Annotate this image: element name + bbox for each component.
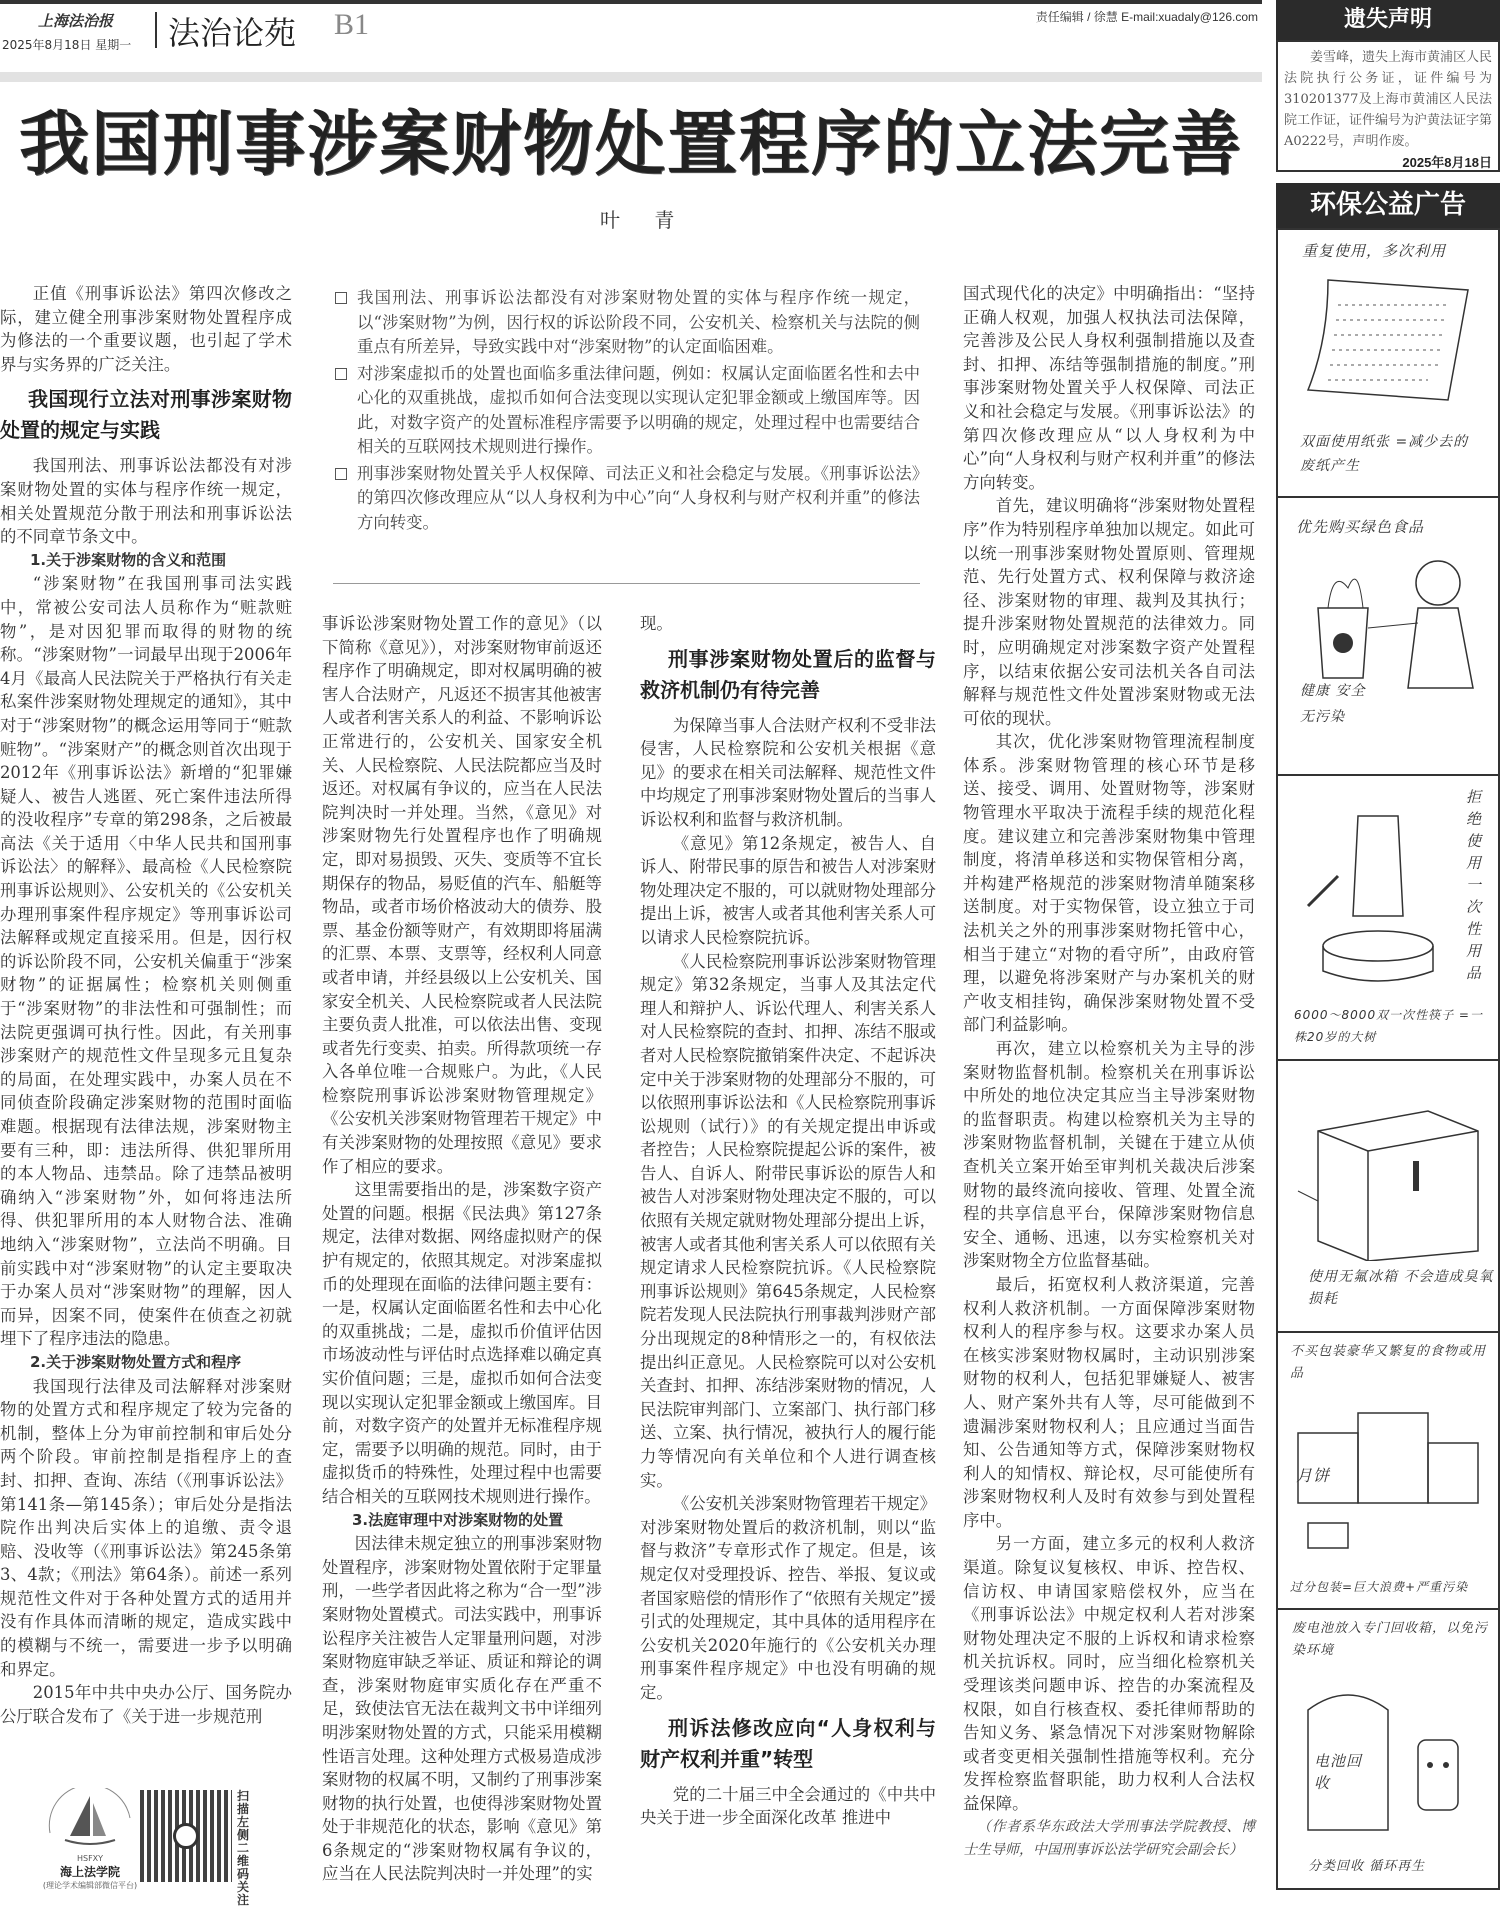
ad-panel-green-food xyxy=(1278,498,1498,776)
logo-subtitle: (理论学术编辑部微信平台) xyxy=(42,1881,138,1890)
paragraph: 我国刑法、刑事诉讼法都没有对涉案财物处置的实体与程序作统一规定，相关处置规范分散于刑法和刑事诉讼法的不同章节条文中。 xyxy=(0,456,292,547)
ad-caption: 6000～8000双一次性筷子 =一株20岁的大树 xyxy=(1294,1008,1483,1044)
paragraph: 为保障当事人合法财产权利不受非法侵害，人民检察院和公安机关根据《意见》的要求在相关司法解释、规范性文件中均规定了刑事涉案财物处置后的当事人诉讼权利和监督与救济机制。 xyxy=(640,715,936,829)
author-credit: （作者系华东政法大学刑事法学院教授、博士生导师，中国刑事诉讼法学研究会副会长） xyxy=(963,1818,1255,1859)
ad-caption: 废电池放入专门回收箱，以免污染环境 xyxy=(1292,1621,1489,1658)
paper-sheet-icon xyxy=(1298,270,1478,420)
section-name: 法治论苑 xyxy=(168,14,297,52)
editor-info: 责任编辑 / 徐慧 E-mail:xuadaly@126.com xyxy=(1035,10,1258,24)
paragraph: 《公安机关涉案财物管理若干规定》对涉案财物处置后的救济机制，则以“监督与救济”专章形式作了规定。但是，该规定仅对受理投诉、控告、举报、复议或者国家赔偿的情形作了“依照有关规定”援引式的处理规定，其中具体的适用程序在公安机关2020年施行的《公安机关办理刑事案件程序规定》中也没有明确的规定。 xyxy=(640,1494,936,1702)
ad-caption: 分类回收 循环再生 xyxy=(1308,1859,1426,1874)
ad-caption: 重复使用，多次利用 xyxy=(1302,242,1447,260)
paragraph: 事诉讼涉案财物处置工作的意见》（以下简称《意见》），对涉案财物审前返还程序作了明确规定，即对权属明确的被害人合法财产，凡返还不损害其他被害人或者利害关系人的利益、不影响诉讼正常进行的，公安机关、国家安全机关、人民检察院、人民法院都应当及时返还。对权属有争议的，应当在人民法院判决时一并处理。当然，《意见》对涉案财物先行处置程序也作了明确规定，即对易损毁、灭失、变质等不宜长期保存的物品，易贬值的汽车、船艇等物品，或者市场价格波动大的债券、股票、基金份额等财产，有效期即将届满的汇票、本票、支票等，经权利人同意或者申请，并经县级以上公安机关、国家安全机关、人民检察院或者人民法院主要负责人批准，可以依法出售、变现或者先行变卖、拍卖。所得款项统一存入各单位唯一合规账户。为此，《人民检察院刑事诉讼涉案财物管理规定》《公安机关涉案财物管理若干规定》中有关涉案财物的处理按照《意见》要求作了相应的要求。 xyxy=(322,614,602,1176)
summary-item xyxy=(333,462,920,536)
sail-logo-icon xyxy=(40,1788,140,1850)
paragraph: “涉案财物”在我国刑事司法实践中，常被公安司法人员称作为“赃款赃物”，是对因犯罪而取得的财物的统称。“涉案财物”一词最早出现于2006年4月《最高人民法院关于严格执行有关走私案件涉案财物处理规定的通知》，其中对于“涉案财物”的概念运用等同于“赃款赃物”。“涉案财产”的概念则首次出现于2012年《刑事诉讼法》新增的“犯罪嫌疑人、被告人逃匿、死亡案件违法所得的没收程序”专章的第298条，之后被最高法《关于适用〈中华人民共和国刑事诉讼法〉的解释》、最高检《人民检察院刑事诉讼规则》、公安机关的《公安机关办理刑事案件程序规定》等刑事诉讼司法解释或规定直接采用。但是，因行权的诉讼阶段不同，公安机关偏重于“涉案财物”的证据属性；检察机关则侧重于“涉案财物”的非法性和可强制性；而法院更强调可执行性。因此，有关刑事涉案财产的规范性文件呈现多元且复杂的局面，在处理实践中，办案人员在不同侦查阶段确定涉案财物的范围时面临难题。根据现有法律法规，涉案财物主要有三种，即：违法所得、供犯罪所用的本人物品、违禁品。除了违禁品被明确纳入“涉案财物”外，如何将违法所得、供犯罪所用的本人财物合法、准确地纳入“涉案财物”，立法尚不明确。目前实践中对“涉案财物”的认定主要取决于办案人员对“涉案财物”的理解，因人而异，因案不同，使案件在侦查之初就埋下了程序违法的隐患。 xyxy=(0,574,292,1349)
paragraph: 国式现代化的决定》中明确指出：“坚持正确人权观，加强人权执法司法保障，完善涉及公民人身权利强制措施以及查封、扣押、冻结等强制措施的制度。”刑事涉案财物处置关乎人权保障、司法正义和社会稳定与发展。《刑事诉讼法》的第四次修改理应从“以人身权利为中心”向“人身权利与财产权利并重”的修法方向转变。 xyxy=(963,284,1255,492)
top-rule xyxy=(0,0,1262,4)
summary-box xyxy=(333,286,920,537)
subheading: 3.法庭审理中对涉案财物的处置 xyxy=(352,1510,564,1529)
summary-text: 我国刑法、刑事诉讼法都没有对涉案财物处置的实体与程序作统一规定，以“涉案财物”为例，因行权的诉讼阶段不同，公安机关、检察机关与法院的侧重点有所差异，导致实践中对“涉案财物”的认定面临困难。 xyxy=(357,288,920,356)
column-4 xyxy=(963,282,1255,1863)
ad-caption: 健康 安全 无污染 xyxy=(1300,683,1366,725)
ad-panel-fridge xyxy=(1278,1061,1498,1333)
section-heading: 我国现行立法对刑事涉案财物处置的规定与实践 xyxy=(0,387,292,443)
summary-text: 刑事涉案财物处置关乎人权保障、司法正义和社会稳定与发展。《刑事诉讼法》的第四次修改理应从“以人身权利为中心”向“人身权利与财产权利并重”的修法方向转变。 xyxy=(357,463,920,532)
paragraph: 我国现行法律及司法解释对涉案财物的处置方式和程序规定了较为完备的机制，整体上分为审前控制和审后处分两个阶段。审前控制是指程序上的查封、扣押、查询、冻结（《刑事诉讼法》第141条—第145条）；审后处分是指法院作出判决后实体上的追缴、责令退赔、没收等（《刑事诉讼法》第245条第3、4款；《刑法》第64条）。前述一系列规范性文件对于各种处置方式的适用并没有作具体而清晰的规定，造成实践中的模糊与不统一，需要进一步予以明确和界定。 xyxy=(0,1376,292,1679)
ad-caption: 拒绝使用一次性用品 xyxy=(1466,788,1483,982)
paragraph: 《意见》第12条规定，被告人、自诉人、附带民事的原告和被告人对涉案财物处理决定不服的，可以就财物处理部分提出上诉，被害人或者其他利害关系人可以请求人民检察院抗诉。 xyxy=(640,833,936,947)
ad-panel-packaging xyxy=(1278,1333,1498,1610)
ad-title: 环保公益广告 xyxy=(1276,183,1500,228)
page-number: B1 xyxy=(334,8,370,41)
lost-notice-text: 姜雪峰，遗失上海市黄浦区人民法院执行公务证，证件编号为310201377及上海市黄浦区人民法院工作证，证件编号为沪黄法证字第A0222号，声明作废。 xyxy=(1284,50,1493,149)
eco-ad xyxy=(1276,228,1500,1890)
law-school-logo xyxy=(40,1788,140,1888)
paragraph: 再次，建立以检察机关为主导的涉案财物监督机制。检察机关在刑事诉讼中所处的地位决定其应当主导涉案财物的监督职责。构建以检察机关为主导的涉案财物监督机制，关键在于建立从侦查机关立案开始至审判机关裁决后涉案财物的最终流向接收、管理、处置全流程的共享信息平台，保障涉案财物信息安全、通畅、迅速，以夯实检察机关对涉案财物全方位监督基础。 xyxy=(963,1039,1255,1271)
ad-panel-battery xyxy=(1278,1610,1498,1888)
paragraph: 因法律未规定独立的刑事涉案财物处置程序，涉案财物处置依附于定罪量刑，一些学者因此将之称为“合一型”涉案财物处置模式。司法实践中，刑事诉讼程序关注被告人定罪量刑问题，对涉案财物庭审缺乏举证、质证和辩论的调查，涉案财物庭审实质化存在严重不足，致使法官无法在裁判文书中详细列明涉案财物处置的方式，只能采用模糊性语言处理。这种处理方式极易造成涉案财物的权属不明，又制约了刑事涉案财物的执行处置，也使得涉案财物处置处于非规范化的状态，影响《意见》第6条规定的“涉案财物权属有争议的，应当在人民法院判决时一并处理”的实 xyxy=(322,1534,602,1884)
ad-caption: 优先购买绿色食品 xyxy=(1296,518,1425,536)
paragraph: 首先，建议明确将“涉案财物处置程序”作为特别程序单独加以规定。如此可以统一刑事涉案财物处置原则、管理规范、先行处置方式、权利保障与救济途径、涉案财物的审理、裁判及其执行；提升涉案财物处置规范的法律效力。同时，应明确规定对涉案数字资产处置程序，以结束依据公安司法机关各自司法解释与规范性文件处置涉案财物或无法可依的现状。 xyxy=(963,496,1255,728)
paragraph: 现。 xyxy=(640,614,673,633)
square-bullet-icon xyxy=(335,468,347,480)
package-label: 月饼 xyxy=(1296,1466,1331,1485)
tree-stump-icon xyxy=(1298,796,1458,996)
subheading: 1.关于涉案财物的含义和范围 xyxy=(30,550,227,569)
square-bullet-icon xyxy=(335,292,347,304)
paragraph: 2015年中共中央办公厅、国务院办公厅联合发布了《关于进一步规范刑 xyxy=(0,1683,292,1726)
ad-caption: 不买包装豪华又繁复的食物或用品 xyxy=(1290,1344,1487,1381)
logo-name: 海上法学院 xyxy=(59,1865,120,1879)
paragraph: 其次，优化涉案财物管理流程制度体系。涉案财物管理的核心环节是移送、接受、调用、处置财物等，涉案财物管理水平取决于流程手续的规范化程度。建议建立和完善涉案财物集中管理制度，将清单移送和实物保管相分离，并构建严格规范的涉案财物清单随案移送制度。对于实物保管，设立独立于司法机关之外的刑事涉案财物托管中心，相当于建立“对物的看守所”，由政府管理，以避免将涉案财产与办案机关的财产收支相挂钩，确保涉案财物处置不受部门利益影响。 xyxy=(963,732,1255,1035)
ad-caption: 双面使用纸张 =减少去的废纸产生 xyxy=(1300,434,1469,474)
article-author: 叶 青 xyxy=(600,208,689,232)
section-heading: 刑事涉案财物处置后的监督与救济机制仍有待完善 xyxy=(640,646,936,702)
masthead-divider xyxy=(155,12,157,48)
paragraph: 最后，拓宽权利人救济渠道，完善权利人救济机制。一方面保障涉案财物权利人的程序参与权。这要求办案人员在核实涉案财物权属时，主动识别涉案财物的权利人，包括犯罪嫌疑人、被害人、财产案外共有人等，尽可能做到不遗漏涉案财物权利人；且应通过当面告知、公告通知等方式，保障涉案财物权利人的知情权、辩论权，尽可能使所有涉案财物权利人及时有效参与到处置程序中。 xyxy=(963,1274,1255,1530)
issue-date: 2025年8月18日 星期一 xyxy=(2,38,132,52)
lost-notice-date: 2025年8月18日 xyxy=(1402,155,1492,170)
summary-divider xyxy=(333,583,920,584)
paragraph: 正值《刑事诉讼法》第四次修改之际，建立健全刑事涉案财物处置程序成为修法的一个重要议题，也引起了学术界与实务界的广泛关注。 xyxy=(0,284,292,374)
article-headline: 我国刑事涉案财物处置程序的立法完善 xyxy=(19,103,1243,185)
ad-panel-disposables xyxy=(1278,776,1498,1061)
paragraph: 《人民检察院刑事诉讼涉案财物管理规定》第32条规定，当事人及其法定代理人和辩护人、诉讼代理人、利害关系人对人民检察院的查封、扣押、冻结不服或者对人民检察院撤销案件决定、不起诉决定中关于涉案财物的处理部分不服的，可以依照刑事诉讼法和《人民检察院刑事诉讼规则（试行）》的有关规定提出申诉或者控告；人民检察院提起公诉的案件，被告人、自诉人、附带民事诉讼的原告人和被告人对涉案财物处理决定不服的，可以依照有关规定就财物处理部分提出上诉，被害人或者其他利害关系人可以依照有关规定请求人民检察院抗诉。《人民检察院刑事诉讼规则》第645条规定，人民检察院若发现人民法院执行刑事裁判涉财产部分出现规定的8种情形之一的，有权依法提出纠正意见。人民检察院可以对公安机关查封、扣押、冻结涉案财物的情况，人民法院审判部门、立案部门、执行部门移送、立案、执行情况，被执行人的履行能力等情况向有关单位和个人进行调查核实。 xyxy=(640,951,936,1490)
newspaper-logo: 上海法治报 xyxy=(38,12,114,30)
lost-notice xyxy=(1276,40,1500,172)
paragraph: 另一方面，建立多元的权利人救济渠道。除复议复核权、申诉、控告权、信访权、申请国家赔偿权外，应当在《刑事诉讼法》中规定权利人若对涉案财物处理决定不服的上诉权和请求检察机关抗诉权。同时，应当细化检察机关受理该类问题申诉、控告的办案流程及权限，如自行核查权、委托律师帮助的告知义务、紧急情况下对涉案财物解除或者变更相关强制性措施等权利。充分发挥检察监督职能，助力权利人合法权益保障。 xyxy=(963,1534,1255,1813)
ad-caption: 使用无氟冰箱 不会造成臭氧损耗 xyxy=(1308,1269,1494,1307)
column-1 xyxy=(0,282,292,1728)
summary-item xyxy=(333,286,920,360)
section-heading: 刑诉法修改应向“人身权利与财产权利并重”转型 xyxy=(640,1715,936,1771)
lost-notice-title: 遗失声明 xyxy=(1276,0,1500,40)
paragraph: 这里需要指出的是，涉案数字资产处置的问题。根据《民法典》第127条规定，法律对数据、网络虚拟财产的保护有规定的，依照其规定。对涉案虚拟币的处理现在面临的法律问题主要有：一是，权属认定面临匿名性和去中心化的双重挑战；二是，虚拟币价值评估因市场波动性与评估时点选择难以确定真实价值问题；三是，虚拟币如何合法变现以实现认定犯罪金额或上缴国库。目前，对数字资产的处置并无标准程序规定，需要予以明确的规范。同时，由于虚拟货币的特殊性，处理过程中也需要结合相关的互联网技术规则进行操作。 xyxy=(322,1180,602,1506)
summary-text: 对涉案虚拟币的处置也面临多重法律问题，例如：权属认定面临匿名性和去中心化的双重挑战，虚拟币如何合法变现以实现认定犯罪金额或上缴国库等。因此，对数字资产的处置标准程序需要予以明确的规定，处理过程中也需要结合相关的互联网技术规则进行操作。 xyxy=(357,363,920,456)
bin-label: 电池回收 xyxy=(1314,1752,1363,1792)
qr-label: 扫描左侧二维码关注 xyxy=(237,1789,250,1907)
refrigerator-icon xyxy=(1288,1101,1488,1261)
header-band xyxy=(0,72,1262,82)
column-3 xyxy=(640,612,936,1830)
ad-panel-paper xyxy=(1278,230,1498,498)
paragraph: 党的二十届三中全会通过的《中共中央关于进一步全面深化改革 推进中 xyxy=(640,1784,936,1828)
qr-center-emblem-icon xyxy=(173,1823,199,1849)
subheading: 2.关于涉案财物处置方式和程序 xyxy=(30,1352,242,1371)
logo-abbr: HSFXY xyxy=(76,1854,104,1863)
ad-caption: 过分包装=巨大浪费+严重污染 xyxy=(1290,1580,1469,1594)
square-bullet-icon xyxy=(335,368,347,380)
summary-item xyxy=(333,362,920,460)
column-2 xyxy=(322,612,602,1886)
